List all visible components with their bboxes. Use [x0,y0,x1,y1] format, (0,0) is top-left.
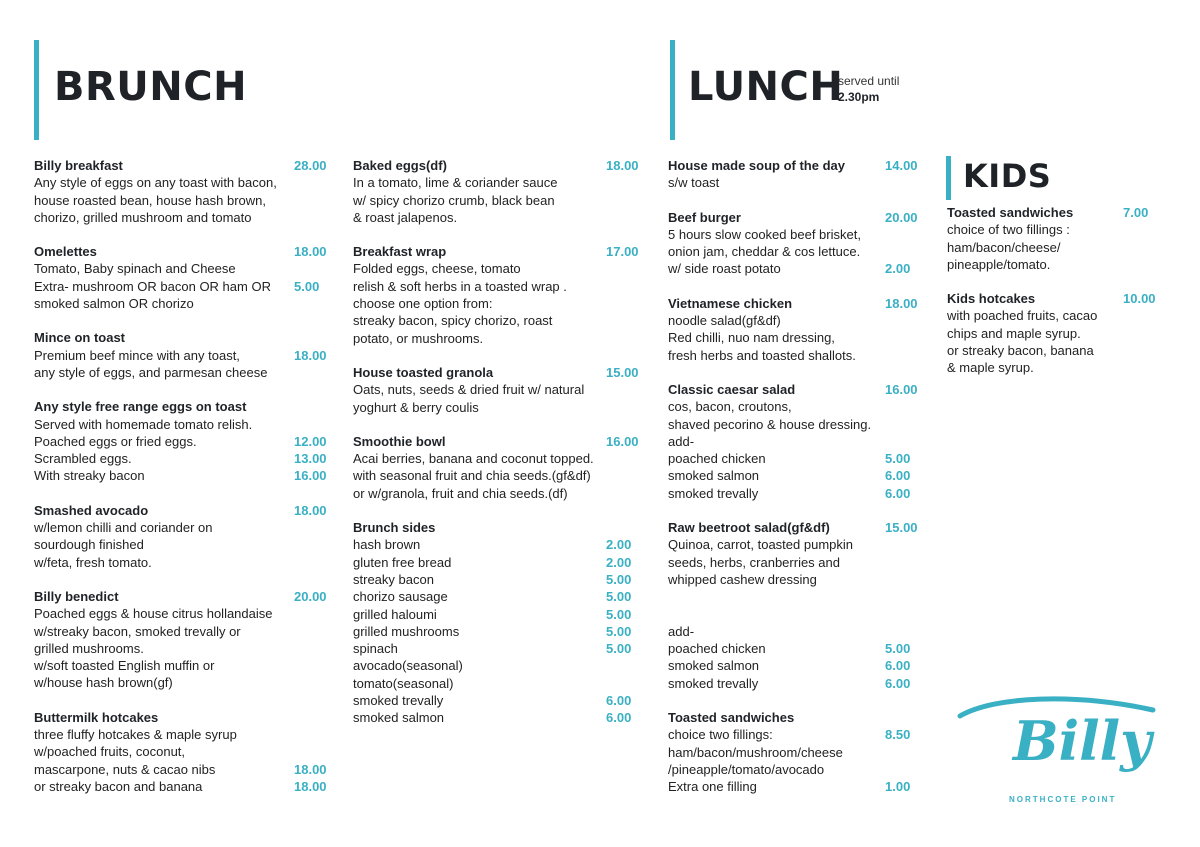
menu-item-name [668,519,928,536]
menu-item-name [947,290,1167,307]
menu-item-price: 16.00 [606,433,639,449]
menu-line-text: pineapple/tomato. [947,256,1051,272]
menu-line-text: & maple syrup. [947,360,1034,376]
menu-line-text: Billy breakfast [34,158,123,173]
menu-line-text: w/ side roast potato [668,261,781,277]
logo-name: Billy [1013,709,1152,773]
menu-item-line [34,554,334,571]
menu-item-line [668,260,928,277]
menu-item-price: 6.00 [885,658,911,674]
menu-item-price: 7.00 [1123,205,1149,220]
menu-item-line [668,416,928,433]
menu-line-text: 5 hours slow cooked beef brisket, [668,226,861,242]
menu-line-text: smoked trevally [668,485,759,501]
menu-item-price: 6.00 [606,693,632,709]
menu-item-line [668,726,928,743]
menu-line-text: Folded eggs, cheese, tomato [353,261,521,277]
menu-item-line [668,174,928,191]
menu-item-line [668,640,928,657]
menu-item [668,381,928,502]
menu-item-line [353,312,653,329]
menu-line-text: or w/granola, fruit and chia seeds.(df) [353,485,568,501]
menu-item-line [353,450,653,467]
menu-item-line [34,209,334,226]
menu-item-name [353,519,653,536]
brunch-heading: BRUNCH [54,64,248,110]
menu-line-text: With streaky bacon [34,468,145,484]
menu-line-text: onion jam, cheddar & cos lettuce. [668,244,861,260]
menu-line-text: w/house hash brown(gf) [34,675,173,691]
menu-item-price: 13.00 [294,451,327,467]
menu-item-line [668,554,928,571]
menu-line-text: add- [668,623,695,639]
menu-item [668,709,928,795]
menu-line-text: potato, or mushrooms. [353,330,484,346]
menu-item-price: 1.00 [885,779,911,795]
menu-item-line [353,606,653,623]
menu-item-line [668,657,928,674]
menu-item [668,519,928,692]
menu-line-text: house roasted bean, house hash brown, [34,192,267,208]
menu-item-line [353,554,653,571]
menu-item-price: 6.00 [885,468,911,484]
menu-item-line [668,588,928,605]
menu-line-text: hash brown [353,537,421,553]
menu-item-price: 15.00 [885,520,918,536]
served-until-time: 2.30pm [838,90,880,104]
menu-item-price: 2.00 [606,554,632,570]
menu-item-name [34,709,334,726]
menu-item-price: 18.00 [294,761,327,777]
menu-line-text: choose one option from: [353,296,493,312]
menu-item-price: 18.00 [606,158,639,173]
menu-line-text: streaky bacon, spicy chorizo, roast [353,313,553,329]
menu-item-price: 18.00 [294,778,327,794]
menu-item-name [668,381,928,398]
menu-item-line [34,278,334,295]
menu-item [34,588,334,692]
menu-line-text: Tomato, Baby spinach and Cheese [34,261,236,277]
menu-item-line [668,329,928,346]
menu-line-text: mascarpone, nuts & cacao nibs [34,761,216,777]
menu-line-text: Any style free range eggs on toast [34,399,247,415]
menu-item [34,243,334,312]
menu-item-price: 2.00 [606,537,632,553]
menu-item-name [353,157,653,174]
menu-item-name [34,588,334,605]
menu-line-text: Served with homemade tomato relish. [34,416,253,432]
menu-item-line [34,657,334,674]
menu-item-line [353,330,653,347]
menu-line-text: Acai berries, banana and coconut topped. [353,451,594,467]
brunch-accent-bar [34,40,39,140]
menu-item [353,157,653,226]
menu-item-name [34,329,334,346]
billy-logo [955,688,1165,778]
menu-item-price: 10.00 [1123,291,1156,307]
menu-line-text: Any style of eggs on any toast with bacon, [34,175,277,191]
menu-line-text: w/streaky bacon, smoked trevally or [34,623,241,639]
menu-item-price: 14.00 [885,158,918,173]
menu-line-text: chips and maple syrup. [947,325,1081,341]
lunch-heading: LUNCH [688,64,844,110]
menu-item-line [668,778,928,795]
menu-item-line [34,364,334,381]
menu-item-price: 18.00 [294,502,327,518]
menu-line-text: fresh herbs and toasted shallots. [668,347,856,363]
menu-line-text: three fluffy hotcakes & maple syrup [34,727,237,743]
menu-line-text: Billy benedict [34,588,119,604]
menu-item-price: 17.00 [606,244,639,260]
menu-item [353,243,653,347]
lunch-accent-bar [670,40,675,140]
menu-line-text: Oats, nuts, seeds & dried fruit w/ natural [353,382,585,398]
menu-line-text: avocado(seasonal) [353,658,463,674]
menu-line-text: Extra one filling [668,779,757,795]
menu-item-line [668,606,928,623]
menu-line-text: spinach [353,641,398,657]
menu-line-text: Toasted sandwiches [668,710,795,726]
menu-item-line [668,398,928,415]
menu-item-line [353,381,653,398]
menu-line-text: chorizo sausage [353,589,448,605]
brunch-column-2 [353,157,653,744]
menu-item-line [34,761,334,778]
menu-item-line [668,536,928,553]
menu-line-text: poached chicken [668,451,766,467]
menu-line-text: smoked salmon [668,468,760,484]
menu-item-line [34,174,334,191]
menu-line-text: noodle salad(gf&df) [668,313,781,329]
menu-line-text: Toasted sandwiches [947,205,1074,220]
menu-item-line [947,342,1167,359]
menu-item-line [668,761,928,778]
menu-item-name [668,209,928,226]
menu-item-price: 20.00 [885,209,918,225]
menu-item-name [353,433,653,450]
menu-line-text: Red chilli, nuo nam dressing, [668,330,835,346]
menu-line-text: or streaky bacon and banana [34,778,203,794]
menu-item-line [353,640,653,657]
menu-line-text: Smashed avocado [34,502,149,518]
menu-item-price: 2.00 [885,261,911,277]
menu-item-line [668,226,928,243]
menu-line-text: Extra- mushroom OR bacon OR ham OR [34,278,271,294]
menu-item-price: 6.00 [885,675,911,691]
menu-item-line [34,605,334,622]
menu-item-price: 15.00 [606,364,639,380]
menu-item-price: 18.00 [885,295,918,311]
menu-line-text: Poached eggs or fried eggs. [34,433,197,449]
menu-line-text: yoghurt & berry coulis [353,399,479,415]
menu-item-line [668,485,928,502]
menu-item-line [353,192,653,209]
menu-line-text: smoked salmon [353,710,445,726]
menu-item-line [947,221,1167,238]
menu-item [34,157,334,226]
menu-item-price: 5.00 [606,571,632,587]
menu-line-text: add- [668,433,695,449]
menu-item-line [668,450,928,467]
menu-line-text: w/ spicy chorizo crumb, black bean [353,192,555,208]
menu-item-name [34,502,334,519]
menu-item-name [353,364,653,381]
menu-item-line [34,640,334,657]
menu-item-price: 5.00 [885,641,911,657]
menu-line-text: Beef burger [668,209,741,225]
menu-item-line [34,536,334,553]
menu-line-text: whipped cashew dressing [668,571,817,587]
menu-item-line [353,623,653,640]
menu-line-text: House toasted granola [353,364,494,380]
menu-line-text: w/lemon chilli and coriander on [34,520,213,536]
menu-item-line [353,467,653,484]
menu-item-line [668,675,928,692]
menu-item-line [34,347,334,364]
menu-item-line [668,744,928,761]
menu-item [668,295,928,364]
menu-line-text: poached chicken [668,641,766,657]
menu-line-text: Baked eggs(df) [353,158,447,173]
menu-line-text: Vietnamese chicken [668,295,793,311]
menu-line-text: w/soft toasted English muffin or [34,658,215,674]
menu-item [353,433,653,502]
menu-line-text: with seasonal fruit and chia seeds.(gf&df) [353,468,591,484]
menu-line-text: with poached fruits, cacao [947,308,1098,324]
menu-item-line [353,657,653,674]
menu-line-text: relish & soft herbs in a toasted wrap . [353,278,567,294]
menu-item-line [34,433,334,450]
menu-item-line [353,588,653,605]
menu-item [947,290,1167,376]
menu-item-line [668,623,928,640]
menu-line-text: grilled mushrooms [353,623,460,639]
menu-line-text: Breakfast wrap [353,244,447,260]
menu-item [353,519,653,727]
menu-line-text: streaky bacon [353,571,434,587]
menu-line-text: or streaky bacon, banana [947,343,1094,359]
menu-item-line [353,709,653,726]
menu-item-name [34,243,334,260]
menu-item-price: 5.00 [606,589,632,605]
menu-item-price: 6.00 [885,485,911,501]
menu-line-text: smoked salmon [668,658,760,674]
menu-item-name [34,398,334,415]
menu-item [34,502,334,571]
menu-item-line [353,260,653,277]
lunch-column [668,157,928,813]
menu-item-line [34,450,334,467]
menu-line-text: smoked trevally [353,693,444,709]
menu-item-line [34,519,334,536]
menu-item-price: 16.00 [885,381,918,397]
menu-item-line [947,239,1167,256]
menu-item-name [34,157,334,174]
menu-line-text: Quinoa, carrot, toasted pumpkin [668,537,853,553]
menu-line-text: smoked trevally [668,675,759,691]
menu-item-name [668,295,928,312]
menu-item-line [668,433,928,450]
menu-line-text: cos, bacon, croutons, [668,399,792,415]
menu-line-text: grilled mushrooms. [34,640,144,656]
menu-item-line [34,778,334,795]
menu-item-price: 18.00 [294,244,327,260]
menu-item-name [668,709,928,726]
menu-item-line [34,623,334,640]
menu-item-price: 5.00 [294,278,320,294]
menu-item-price: 18.00 [294,347,327,363]
menu-line-text: sourdough finished [34,537,144,553]
menu-item-line [353,209,653,226]
menu-item [34,709,334,795]
menu-line-text: ham/bacon/cheese/ [947,239,1061,255]
menu-line-text: Premium beef mince with any toast, [34,347,240,363]
menu-item-line [353,399,653,416]
menu-item-name [947,204,1167,221]
menu-item [947,204,1167,273]
menu-line-text: seeds, herbs, cranberries and [668,554,840,570]
menu-line-text: w/feta, fresh tomato. [34,554,152,570]
menu-line-text: Brunch sides [353,520,436,536]
menu-line-text: Smoothie bowl [353,433,446,449]
menu-line-text: Buttermilk hotcakes [34,709,159,725]
menu-item-line [947,325,1167,342]
menu-item-price: 5.00 [606,606,632,622]
menu-line-text: smoked salmon OR chorizo [34,296,194,312]
menu-item-price: 28.00 [294,158,327,173]
menu-item-price: 12.00 [294,433,327,449]
menu-item-name [668,157,928,174]
menu-line-text: any style of eggs, and parmesan cheese [34,364,268,380]
menu-item-line [353,675,653,692]
menu-line-text: choice of two fillings : [947,222,1070,238]
kids-heading: KIDS [963,157,1052,195]
menu-line-text: shaved pecorino & house dressing. [668,416,872,432]
menu-line-text: In a tomato, lime & coriander sauce [353,175,558,191]
menu-item-line [353,295,653,312]
menu-item [353,364,653,416]
menu-line-text: Omelettes [34,244,97,260]
menu-item-line [668,571,928,588]
menu-item-price: 5.00 [885,451,911,467]
menu-line-text: s/w toast [668,175,720,191]
menu-line-text: Kids hotcakes [947,291,1036,307]
lunch-served-until [838,73,899,105]
kids-column [947,204,1167,394]
menu-item-line [353,536,653,553]
menu-item-line [353,571,653,588]
menu-item-line [34,192,334,209]
menu-line-text: Poached eggs & house citrus hollandaise [34,606,273,622]
brunch-column-1 [34,157,334,812]
menu-item-line [34,743,334,760]
menu-line-text: chorizo, grilled mushroom and tomato [34,209,252,225]
menu-item-line [947,359,1167,376]
served-until-label: served until [838,74,900,88]
menu-item-line [668,347,928,364]
menu-line-text: & roast jalapenos. [353,209,458,225]
kids-accent-bar [946,156,951,200]
menu-item-line [353,485,653,502]
menu-line-text: grilled haloumi [353,606,437,622]
logo-location: NORTHCOTE POINT [1009,795,1117,804]
menu-item-price: 16.00 [294,468,327,484]
menu-item-price: 20.00 [294,588,327,604]
menu-item [34,398,334,484]
menu-item-line [668,467,928,484]
menu-item-line [34,674,334,691]
menu-item-line [34,726,334,743]
menu-line-text: /pineapple/tomato/avocado [668,761,825,777]
menu-item-line [34,416,334,433]
menu-item-line [668,312,928,329]
menu-line-text: w/poached fruits, coconut, [34,744,186,760]
menu-line-text: gluten free bread [353,554,452,570]
menu-item-price: 5.00 [606,623,632,639]
menu-line-text: Classic caesar salad [668,381,796,397]
menu-line-text: choice two fillings: [668,727,773,743]
menu-item-price: 8.50 [885,727,911,743]
menu-line-text: tomato(seasonal) [353,675,454,691]
menu-item-line [34,467,334,484]
menu-item-line [668,243,928,260]
menu-item [34,329,334,381]
menu-item [668,157,928,192]
menu-item-line [353,692,653,709]
menu-line-text: Mince on toast [34,330,126,346]
menu-line-text: Scrambled eggs. [34,451,132,467]
menu-item-name [353,243,653,260]
menu-line-text: ham/bacon/mushroom/cheese [668,744,843,760]
menu-item-line [353,174,653,191]
menu-item-line [34,295,334,312]
menu-item [668,209,928,278]
menu-item-line [947,256,1167,273]
menu-item-price: 5.00 [606,641,632,657]
menu-item-line [34,260,334,277]
menu-item-price: 6.00 [606,710,632,726]
menu-item-line [353,278,653,295]
menu-line-text: Raw beetroot salad(gf&df) [668,520,830,536]
menu-line-text: House made soup of the day [668,158,845,173]
menu-item-line [947,307,1167,324]
